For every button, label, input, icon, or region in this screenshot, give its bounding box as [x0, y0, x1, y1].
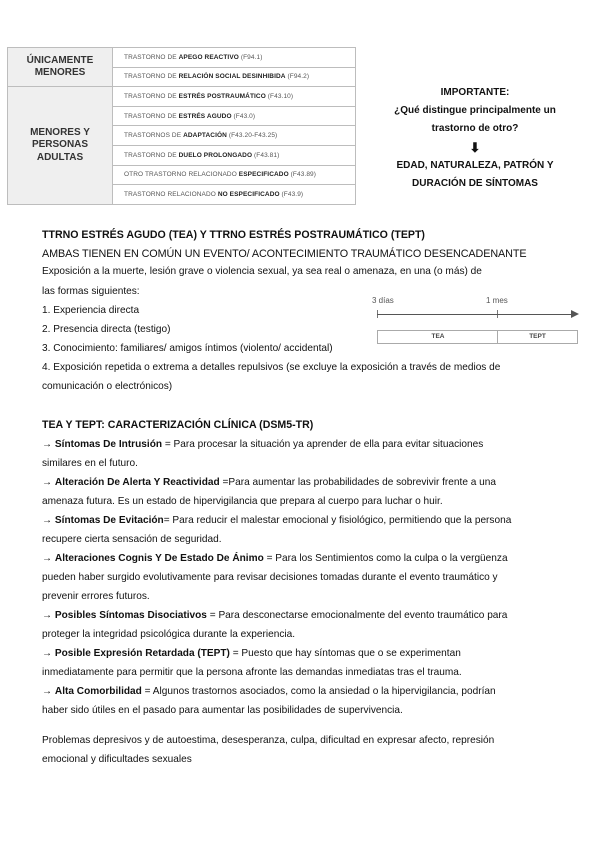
timeline-divider [497, 330, 498, 344]
group-label-line: ADULTAS [36, 151, 84, 163]
timeline-axis [377, 314, 573, 315]
symptom-text: prevenir errores futuros. [42, 591, 150, 602]
timeline-segments [377, 330, 578, 344]
group-label-line: ÚNICAMENTE [26, 54, 94, 66]
symptom-item: → Alteración De Alerta Y Reactividad =Para aumentar las probabilidades de sobrevivir frente a una [42, 477, 496, 488]
list-item: 3. Conocimiento: familiares/ amigos íntimos (violento/ accidental) [42, 343, 333, 354]
timeline-label-mid: 1 mes [486, 296, 508, 305]
table-row: TRASTORNO DE APEGO REACTIVO (F94.1) [113, 48, 356, 68]
timeline-segment-tept: TEPT [529, 333, 546, 340]
arrow-right-icon: → [42, 553, 53, 564]
symptom-item: → Alteraciones Cognis Y De Estado De Ánimo = Para los Sentimientos como la culpa o la vergüenza [42, 553, 508, 564]
list-item: 4. Exposición repetida o extrema a detalles repulsivos (se excluye la exposición a través de medios de [42, 362, 501, 373]
common-trigger-line: AMBAS TIENEN EN COMÚN UN EVENTO/ ACONTECIMIENTO TRAUMÁTICO DESENCADENANTE [42, 248, 527, 260]
table-row: TRASTORNO DE ESTRÉS POSTRAUMÁTICO (F43.10) [113, 87, 356, 107]
timeline-segment-tea: TEA [431, 333, 445, 340]
symptom-text: proteger la integridad psicológica durante la experiencia. [42, 629, 296, 640]
list-item: comunicación o electrónicos) [42, 381, 173, 392]
symptom-text: amenaza futura. Es un estado de hipervigilancia que prepara al cuerpo para luchar o huir. [42, 496, 443, 507]
arrow-right-icon: → [42, 610, 53, 621]
arrow-right-icon: → [42, 648, 53, 659]
arrow-right-icon [571, 310, 579, 318]
disorders-table [7, 47, 356, 205]
symptom-item: → Síntomas De Evitación= Para reducir el malestar emocional y fisiológico, permitiendo que la persona [42, 515, 512, 526]
closing-paragraph: Problemas depresivos y de autoestima, desesperanza, culpa, dificultad en expresar afecto, represión [42, 735, 495, 746]
table-row: TRASTORNO RELACIONADO NO ESPECIFICADO (F43.9) [113, 185, 356, 205]
exposure-line: Exposición a la muerte, lesión grave o violencia sexual, ya sea real o amenaza, en una (o más) de [42, 266, 482, 277]
symptom-text: haber sido útiles en el pasado para aumentar las posibilidades de supervivencia. [42, 705, 403, 716]
exposure-line: las formas siguientes: [42, 286, 140, 297]
symptom-item: → Alta Comorbilidad = Algunos trastornos asociados, como la ansiedad o la hipervigilancia, podrían [42, 686, 496, 697]
important-question: ¿Qué distingue principalmente un [394, 105, 556, 116]
table-row: TRASTORNO DE RELACIÓN SOCIAL DESINHIBIDA (F94.2) [113, 67, 356, 87]
arrow-right-icon: → [42, 515, 53, 526]
group-label-line: MENORES Y [30, 126, 90, 138]
table-row: TRASTORNO DE ESTRÉS AGUDO (F43.0) [113, 106, 356, 126]
symptom-text: inmediatamente para permitir que la persona afronte las demandas inmediatas tras el trauma. [42, 667, 462, 678]
arrow-right-icon: → [42, 439, 53, 450]
arrow-right-icon: → [42, 477, 53, 488]
section-heading: TTRNO ESTRÉS AGUDO (TEA) Y TTRNO ESTRÉS POSTRAUMÁTICO (TEPT) [42, 229, 425, 241]
group-minors-only [8, 48, 113, 87]
down-arrow-icon: ⬇ [469, 140, 481, 155]
list-item: 1. Experiencia directa [42, 305, 140, 316]
important-note [365, 84, 585, 193]
group-minors-and-adults [8, 87, 113, 205]
important-title: IMPORTANTE: [440, 87, 510, 98]
important-answer: DURACIÓN DE SÍNTOMAS [412, 178, 538, 189]
important-answer: EDAD, NATURALEZA, PATRÓN Y [396, 160, 554, 171]
group-label-line: PERSONAS [31, 139, 89, 151]
section-heading: TEA Y TEPT: CARACTERIZACIÓN CLÍNICA (DSM5-TR) [42, 419, 314, 431]
symptom-text: pueden haber surgido evolutivamente para revisar decisiones tomadas durante el evento traumático y [42, 572, 498, 583]
important-question: trastorno de otro? [431, 123, 519, 134]
list-item: 2. Presencia directa (testigo) [42, 324, 171, 335]
symptom-item: → Posibles Síntomas Disociativos = Para desconectarse emocionalmente del evento traumático para [42, 610, 508, 621]
table-row: TRASTORNO DE DUELO PROLONGADO (F43.81) [113, 145, 356, 165]
symptom-item: → Síntomas De Intrusión = Para procesar la situación ya aprender de ella para evitar situaciones [42, 439, 484, 450]
symptom-text: similares en el futuro. [42, 458, 138, 469]
symptom-text: recupere cierta sensación de seguridad. [42, 534, 222, 545]
table-row: TRASTORNOS DE ADAPTACIÓN (F43.20-F43.25) [113, 126, 356, 146]
arrow-right-icon: → [42, 686, 53, 697]
timeline-label-start: 3 días [372, 296, 394, 305]
table-row: OTRO TRASTORNO RELACIONADO ESPECIFICADO (F43.89) [113, 165, 356, 185]
symptom-item: → Posible Expresión Retardada (TEPT) = Puesto que hay síntomas que o se experimentan [42, 648, 461, 659]
group-label-line: MENORES [34, 67, 86, 79]
closing-paragraph: emocional y dificultades sexuales [42, 754, 192, 765]
